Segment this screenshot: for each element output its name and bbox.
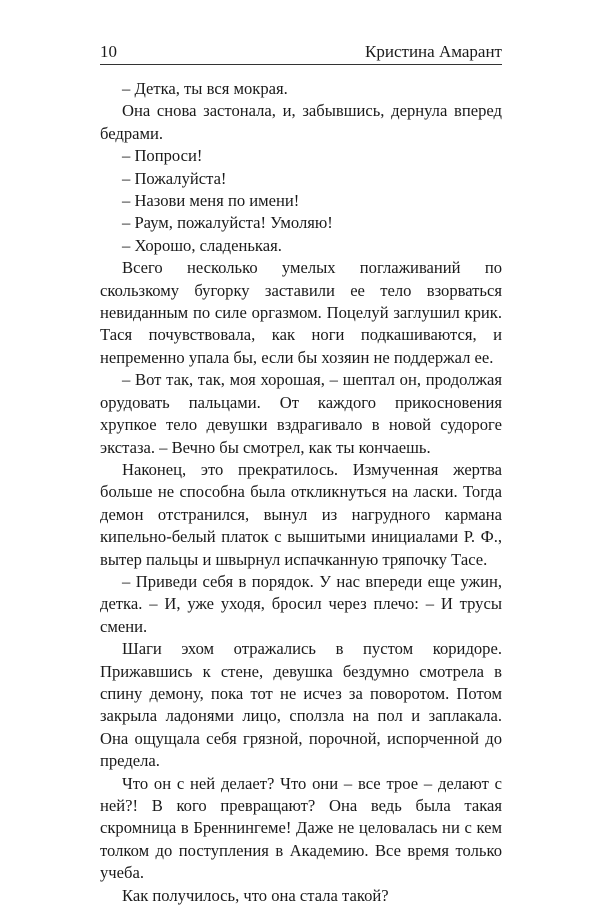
page-number: 10 <box>100 42 117 61</box>
paragraph: Как получилось, что она стала такой? <box>122 885 389 905</box>
paragraph: – Детка, ты вся мокрая. <box>122 79 288 98</box>
running-header <box>100 42 502 65</box>
body-text <box>100 78 502 907</box>
paragraph: – Попроси! <box>122 146 203 166</box>
paragraph: Наконец, это прекратилось. Измученная жертва больше не способна была откликнуться на ласки. Тогда демон отстранился, вынул из нагрудного кармана кипельно-белый платок с вышитыми инициалами Р. Ф., вытер пальцы и швырнул испачканную тряпочку Тасе. <box>100 459 502 569</box>
paragraph: – Приведи себя в порядок. У нас впереди еще ужин, детка. – И, уже уходя, бросил через плечо: – И трусы смени. <box>100 571 502 636</box>
running-header-author: Кристина Амарант <box>365 42 502 61</box>
paragraph: Она снова застонала, и, забывшись, дернула вперед бедрами. <box>100 101 502 143</box>
paragraph: Шаги эхом отражались в пустом коридоре. Прижавшись к стене, девушка бездумно смотрела в спину демону, пока тот не исчез за поворотом. Потом закрыла ладонями лицо, сползла на пол и заплакала. Она ощущала себя грязной, порочной, испорченной до предела. <box>100 639 502 771</box>
paragraph: Что он с ней делает? Что они – все трое – делают с ней?! В кого превращают? Она ведь была такая скромница в Бреннингеме! Даже не целовалась ни с кем толком до поступления в Академию. Все время только учеба. <box>100 773 502 883</box>
paragraph: – Вот так, так, моя хорошая, – шептал он, продолжая орудовать пальцами. От каждого прикосновения хрупкое тело девушки вздрагивало в новой судороге экстаза. – Вечно бы смотрел, как ты кончаешь. <box>100 370 502 457</box>
paragraph: Всего несколько умелых поглаживаний по скользкому бугорку заставили ее тело взорваться невиданным по силе оргазмом. Поцелуй заглушил крик. Тася почувствовала, как ноги подкашиваются, и непременно упала бы, если бы хозяин не поддержал ее. <box>100 258 502 367</box>
paragraph: – Назови меня по имени! <box>122 191 300 211</box>
paragraph: – Пожалуйста! <box>122 168 227 188</box>
paragraph: – Раум, пожалуйста! Умоляю! <box>122 213 333 233</box>
paragraph: – Хорошо, сладенькая. <box>122 235 282 255</box>
